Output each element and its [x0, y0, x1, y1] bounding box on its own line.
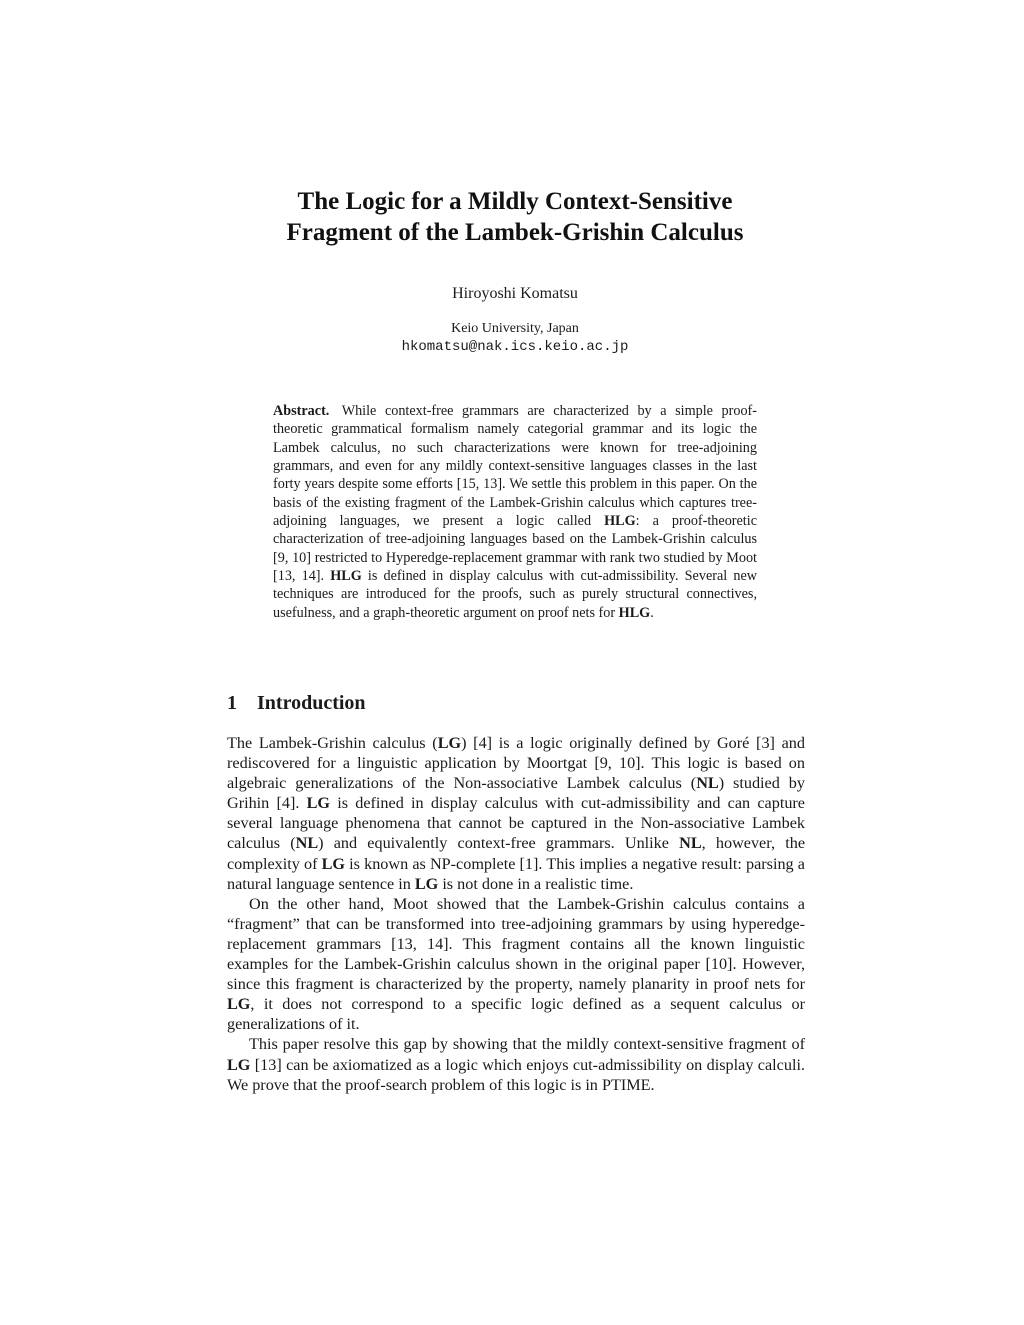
paragraph-1 — [227, 733, 805, 894]
abstract-label: Abstract. — [273, 403, 330, 419]
author-affiliation: Keio University, Japan — [451, 321, 579, 336]
p2-bold: LG — [227, 995, 251, 1014]
abstract-hlg-1: HLG — [604, 513, 636, 530]
p1-text: ) and equivalently context-free grammars. Unlike — [318, 834, 680, 853]
section-heading — [227, 690, 366, 716]
paragraph-2 — [227, 894, 805, 1035]
p2-text: , it does not correspond to a specific logic defined as a sequent calculus or generalizations of it. — [227, 995, 805, 1034]
abstract-hlg-2: HLG — [330, 568, 362, 585]
p1-text: is known as NP-complete [1]. This implies a negative result: parsing a natural language sentence in — [227, 854, 805, 893]
abstract-hlg-3: HLG — [618, 604, 651, 621]
introduction-body — [227, 733, 805, 1095]
p1-text: The Lambek-Grishin calculus ( — [227, 734, 438, 752]
p3-text: [13] can be axiomatized as a logic which enjoys cut-admissibility on display calculi. We prove that the proof-search problem of this logic is in PTIME. — [227, 1055, 805, 1094]
p1-text: , however, the complexity of — [227, 834, 806, 873]
paragraph-3 — [227, 1034, 805, 1094]
p1-text: ) studied by Grihin [4]. — [227, 774, 805, 813]
p1-text: is not done in a realistic time. — [438, 874, 634, 893]
abstract-text-4: . — [650, 604, 654, 621]
abstract — [273, 402, 757, 622]
author-name: Hiroyoshi Komatsu — [452, 285, 578, 302]
p1-text: ) [4] is a logic originally defined by Goré [3] and rediscovered for a linguistic application by Moortgat [9, 10]. This logic is based on algebraic generalizations of the Non-associative Lambek calculus ( — [227, 734, 805, 793]
author-email: hkomatsu@nak.ics.keio.ac.jp — [401, 339, 629, 355]
p1-bold: LG — [437, 734, 462, 752]
p1-bold: NL — [679, 834, 702, 853]
p1-bold: LG — [306, 794, 331, 813]
abstract-text-1: While context-free grammars are characterized by a simple proof-theoretic grammatical formalism namely categorial grammar and its logic the Lambek calculus, no such characterizations were known for tree-adjoining grammars, and even for any mildly context-sensitive languages classes in the last forty years despite some efforts [15, 13]. We settle this problem in this paper. On the basis of the existing fragment of the Lambek-Grishin calculus which captures tree-adjoining languages, we present a logic called — [273, 403, 757, 530]
section-number: 1 — [227, 692, 237, 714]
p3-bold: LG — [227, 1055, 251, 1074]
title-line-1: The Logic for a Mildly Context-Sensitive — [297, 188, 733, 215]
p1-bold: NL — [696, 774, 719, 793]
section-title: Introduction — [257, 692, 366, 714]
p1-bold: NL — [295, 834, 319, 853]
p1-bold: LG — [414, 874, 439, 893]
paper-title — [200, 186, 830, 248]
p2-text: On the other hand, Moot showed that the Lambek-Grishin calculus contains a “fragment” that can be transformed into tree-adjoining grammars by using hyperedge-replacement grammars [13, 14]. This fragment contains all the known linguistic examples for the Lambek-Grishin calculus shown in the original paper [10]. However, since this fragment is characterized by the property, namely planarity in proof nets for — [227, 894, 805, 994]
title-line-2: Fragment of the Lambek-Grishin Calculus — [286, 219, 744, 246]
abstract-text-2: : a proof-theoretic characterization of tree-adjoining languages based on the Lambek-Grishin calculus [9, 10] restricted to Hyperedge-replacement grammar with rank two studied by Moot [13, 14]. — [273, 513, 757, 585]
p1-bold: LG — [321, 854, 346, 873]
p1-text: is defined in display calculus with cut-admissibility and can capture several language phenomena that cannot be captured in the Non-associative Lambek calculus ( — [227, 794, 805, 853]
p3-text: This paper resolve this gap by showing that the mildly context-sensitive fragment of — [249, 1035, 805, 1054]
abstract-text-3: is defined in display calculus with cut-admissibility. Several new techniques are introduced for the proofs, such as purely structural connectives, usefulness, and a graph-theoretic argument on proof nets for — [273, 568, 757, 621]
